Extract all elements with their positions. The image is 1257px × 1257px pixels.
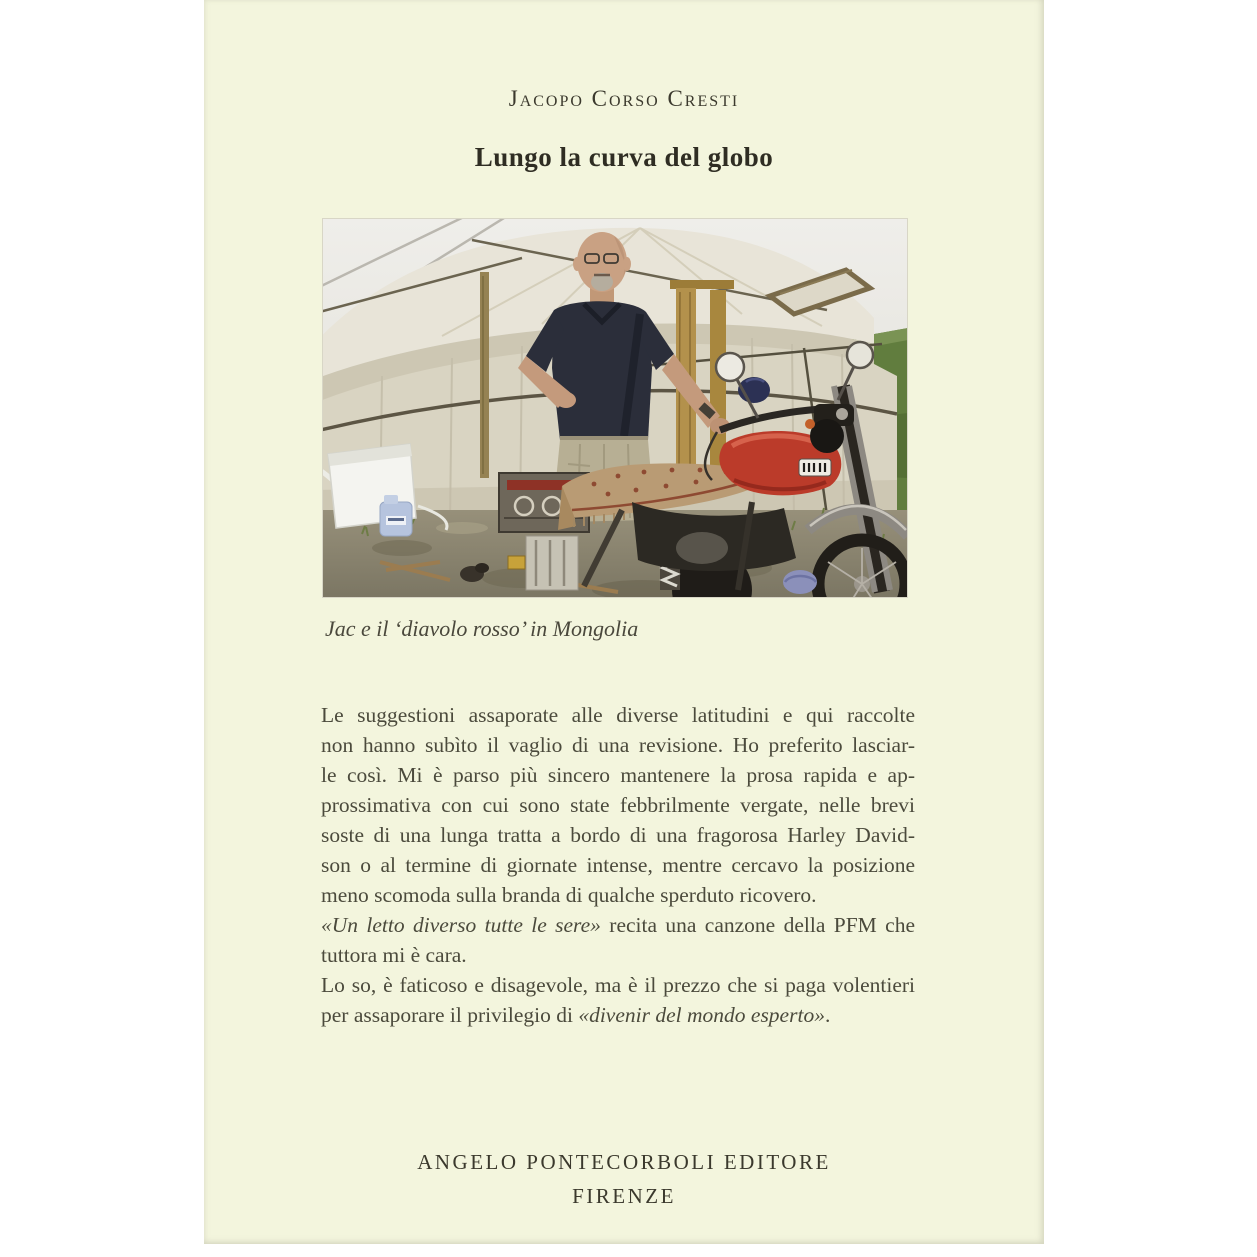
body-text-line: meno scomoda sulla branda di qualche sperduto ricovero. [321, 883, 817, 907]
body-text-line: son o al termine di giornate intense, mentre cercavo la posizione [321, 853, 915, 877]
photo-caption: Jac e il ‘diavolo rosso’ in Mongolia [325, 616, 639, 641]
body-text-line: non hanno subìto il vaglio di una revisione. Ho preferito lasciar- [321, 733, 915, 757]
body-text-line: tuttora mi è cara. [321, 943, 467, 967]
body-text-line: Lo so, è faticoso e disagevole, ma è il prezzo che si paga volentieri [321, 973, 915, 997]
author-name: Jacopo Corso Cresti [508, 86, 740, 111]
book-back-cover [204, 0, 1044, 1244]
publisher-city: FIRENZE [572, 1184, 676, 1208]
body-text-line: «Un letto diverso tutte le sere» recita una canzone della PFM che [321, 913, 915, 937]
body-text-line: soste di una lunga tratta a bordo di una fragorosa Harley David- [321, 823, 915, 847]
body-text-line: le così. Mi è parso più sincero mantenere la prosa rapida e ap- [321, 763, 915, 787]
body-text-line: Le suggestioni assaporate alle diverse latitudini e qui raccolte [321, 703, 915, 727]
body-text-line: per assaporare il privilegio di «divenir del mondo esperto». [321, 1003, 831, 1027]
cover-photo [322, 218, 908, 598]
body-text-line: prossimativa con cui sono state febbrilmente vergate, nelle brevi [321, 793, 915, 817]
publisher-name: ANGELO PONTECORBOLI EDITORE [417, 1150, 831, 1174]
book-title: Lungo la curva del globo [474, 142, 774, 172]
publisher-block [204, 1145, 1044, 1213]
body-text [321, 700, 915, 1030]
